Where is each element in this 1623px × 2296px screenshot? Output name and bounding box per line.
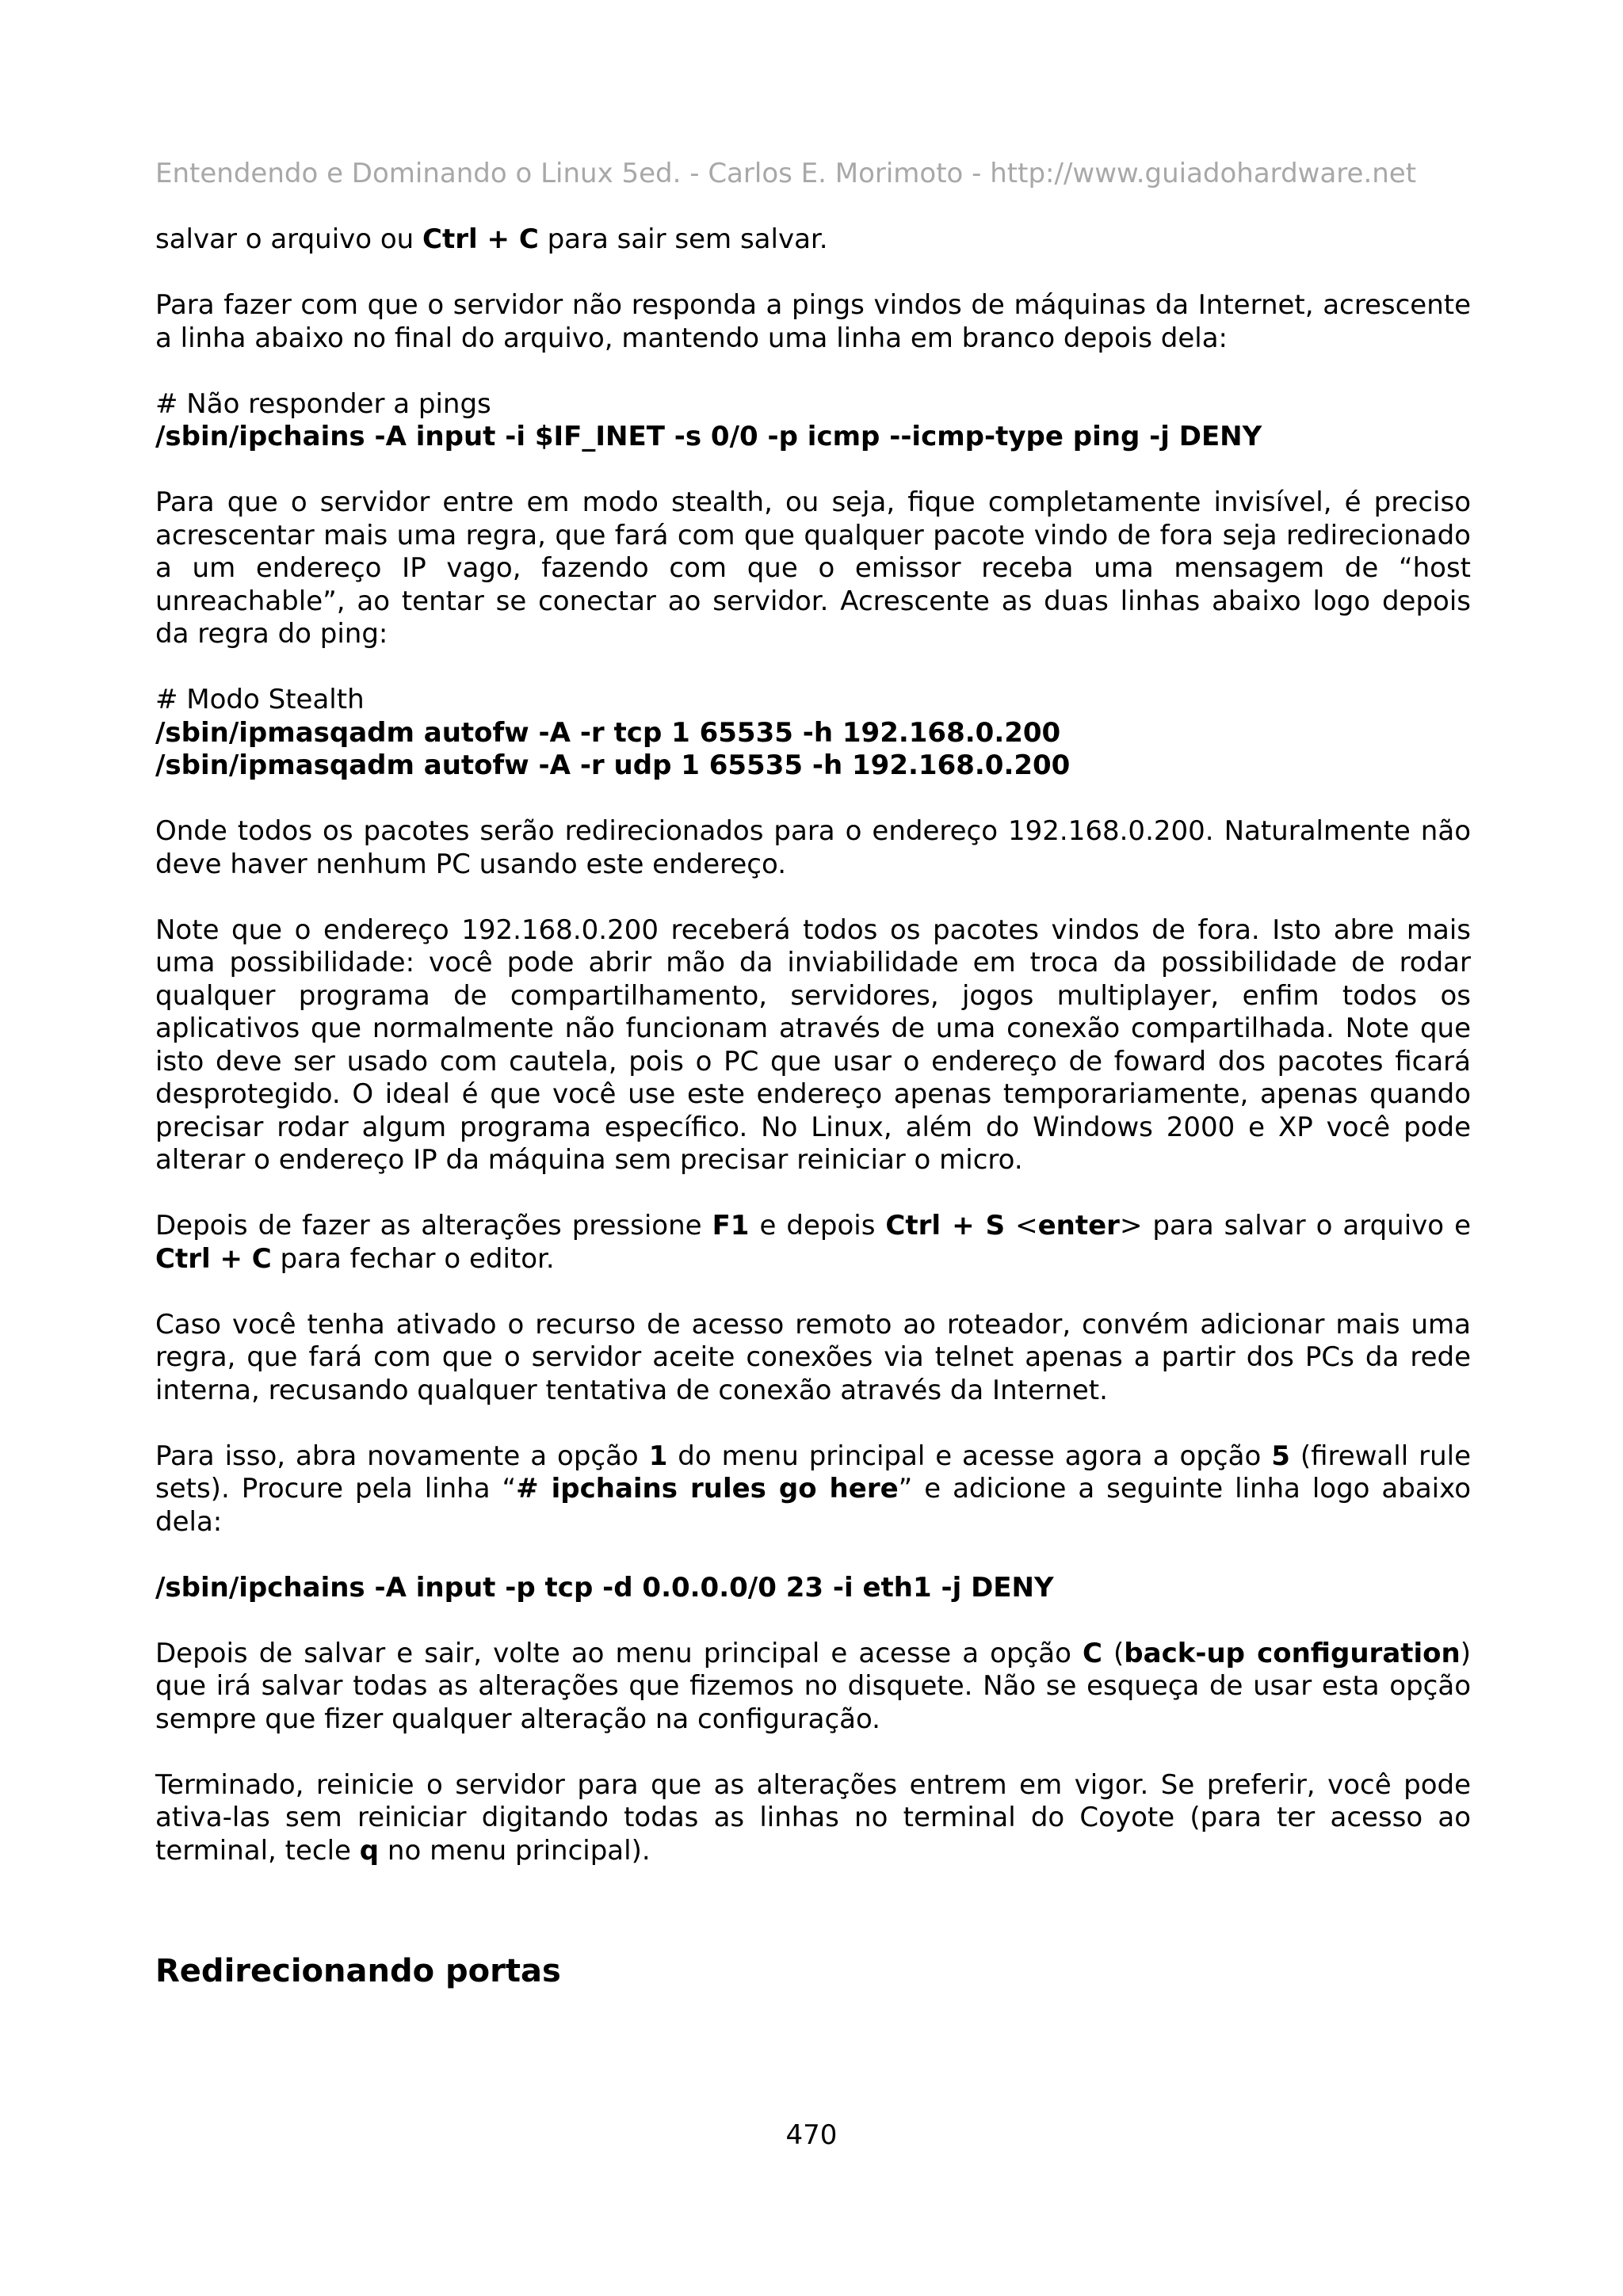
section-heading: Redirecionando portas (155, 1953, 561, 1989)
paragraph-firewall-rules: Para isso, abra novamente a opção 1 do menu principal e acesse agora a opção 5 (firewall rule sets). Procure pela linha “# ipchains rules go here” e adicione a seguinte linha logo abaixo dela: (155, 1440, 1472, 1538)
code-block-telnet (155, 1572, 1471, 1605)
code-comment: # Modo Stealth (155, 684, 365, 715)
code-comment: # Não responder a pings (155, 387, 491, 420)
paragraph-redirect-address: Onde todos os pacotes serão redirecionados para o endereço 192.168.0.200. Naturalmente não deve haver nenhum PC usando este endereço. (155, 815, 1471, 880)
keyword-backup-configuration: back-up configuration (1124, 1637, 1461, 1669)
paragraph-ping-intro: Para fazer com que o servidor não responda a pings vindos de máquinas da Internet, acrescente a linha abaixo no final do arquivo, mantendo uma linha em branco depois dela: (155, 289, 1471, 354)
code-block-ping (155, 388, 1471, 454)
keyword-q: q (359, 1834, 380, 1867)
keyword-ctrl-c: Ctrl + C (422, 223, 539, 255)
running-header: Entendendo e Dominando o Linux 5ed. - Carlos E. Morimoto - http://www.guiadohardware.net (155, 158, 1417, 189)
keyword-ctrl-s: Ctrl + S (885, 1210, 1006, 1241)
code-command: /sbin/ipchains -A input -i $IF_INET -s 0/0 -p icmp --icmp-type ping -j DENY (155, 421, 1262, 452)
paragraph-save-keys: Depois de fazer as alterações pressione F1 e depois Ctrl + S <enter> para salvar o arquivo e Ctrl + C para fechar o editor. (155, 1210, 1472, 1275)
page-number: 470 (785, 2119, 838, 2151)
code-command: /sbin/ipchains -A input -p tcp -d 0.0.0.0/0 23 -i eth1 -j DENY (155, 1571, 1054, 1604)
code-block-stealth (155, 684, 1471, 783)
keyword-option-1: 1 (648, 1440, 668, 1472)
keyword-option-c: C (1082, 1637, 1102, 1669)
code-command: /sbin/ipmasqadm autofw -A -r tcp 1 65535 -h 192.168.0.200 (155, 716, 1061, 749)
code-command: /sbin/ipmasqadm autofw -A -r udp 1 65535 -h 192.168.0.200 (155, 749, 1071, 781)
keyword-ctrl-c: Ctrl + C (155, 1242, 272, 1275)
paragraph-remote-access: Caso você tenha ativado o recurso de acesso remoto ao roteador, convém adicionar mais uma regra, que fará com que o servidor aceite conexões via telnet apenas a partir dos PCs da rede interna, recusando qualquer tentativa de conexão através da Internet. (155, 1308, 1471, 1406)
page-body (155, 223, 1471, 1992)
paragraph-restart: Terminado, reinicie o servidor para que as alterações entrem em vigor. Se preferir, você pode ativa-las sem reiniciar digitando todas as linhas no terminal do Coyote (para ter acesso ao terminal, tecle q no menu principal). (155, 1768, 1471, 1867)
keyword-option-5: 5 (1271, 1440, 1290, 1472)
paragraph-address-note: Note que o endereço 192.168.0.200 receberá todos os pacotes vindos de fora. Isto abre mais uma possibilidade: você pode abrir mão da inviabilidade em troca da possibilidade de rodar qualquer programa de compartilhamento, servidores, jogos multiplayer, enfim todos os aplicativos que normalmente não funcionam através de uma conexão compartilhada. Note que isto deve ser usado com cautela, pois o PC que usar o endereço de foward dos pacotes ficará desprotegido. O ideal é que você use este endereço apenas temporariamente, apenas quando precisar rodar algum programa específico. No Linux, além do Windows 2000 e XP você pode alterar o endereço IP da máquina sem precisar reiniciar o micro. (155, 913, 1471, 1176)
keyword-ipchains-rules: # ipchains rules go here (516, 1473, 899, 1505)
keyword-enter: enter (1037, 1210, 1120, 1241)
paragraph-save-exit: salvar o arquivo ou Ctrl + C para sair sem salvar. (155, 223, 828, 255)
paragraph-stealth: Para que o servidor entre em modo stealth, ou seja, fique completamente invisível, é preciso acrescentar mais uma regra, que fará com que qualquer pacote vindo de fora seja redirecionado a um endereço IP vago, fazendo com que o emissor receba uma mensagem de “host unreachable”, ao tentar se conectar ao servidor. Acrescente as duas linhas abaixo logo depois da regra do ping: (155, 486, 1471, 650)
paragraph-backup: Depois de salvar e sair, volte ao menu principal e acesse a opção C (back-up configuration) que irá salvar todas as alterações que fizemos no disquete. Não se esqueça de usar esta opção sempre que fizer qualquer alteração na configuração. (155, 1637, 1471, 1735)
keyword-f1: F1 (712, 1210, 750, 1241)
